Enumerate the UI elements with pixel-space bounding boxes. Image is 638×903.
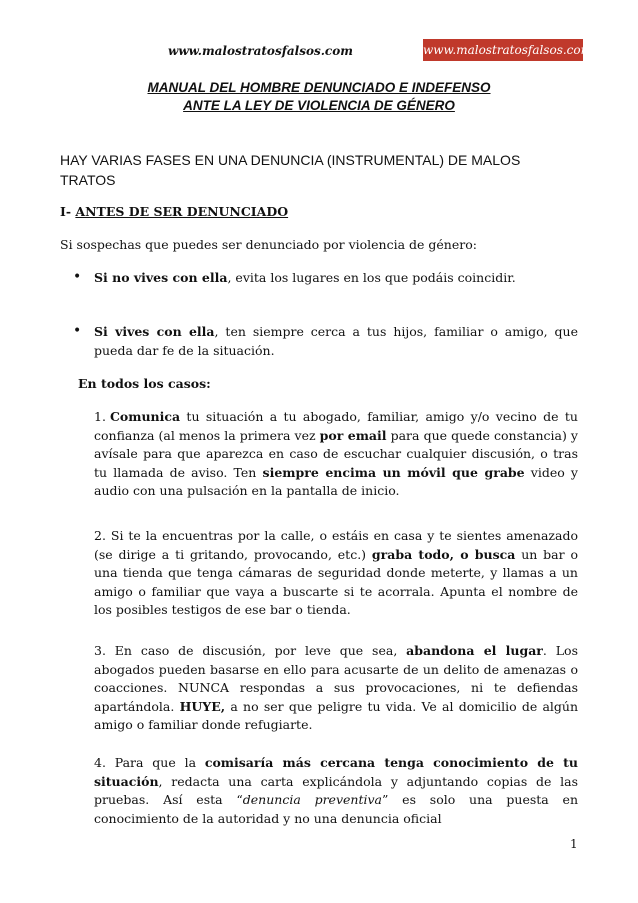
item-3-text-b: . Los abogados pueden basarse en ello para acusarte de un delito de amenazas o coacciones. NUNCA respondas a sus provocaciones, ni te defiendas apartándola. bbox=[94, 643, 578, 714]
item-4-bold-b: comisaría más cercana tenga conocimiento de tu situación bbox=[94, 755, 578, 789]
item-3-text-c: a no ser que peligre tu vida. Ve al domicilio de algún amigo o familiar donde refugiarte. bbox=[94, 698, 578, 732]
section-prefix: I- bbox=[60, 204, 76, 219]
item-3-number: 3. bbox=[94, 643, 106, 658]
bullet-1-text: , evita los lugares en los que podáis coincidir. bbox=[227, 270, 516, 285]
item-2-bold-b: graba todo, o busca bbox=[371, 546, 516, 562]
header-site-left[interactable]: www.malostratosfalsos.com bbox=[168, 44, 353, 58]
bullet-2-text: , ten siempre cerca a tus hijos, familiar o amigo, que pueda dar fe de la situación. bbox=[94, 324, 578, 358]
item-2-text-b: un bar o una tienda que tenga cámaras de seguridad donde meterte, y llamas a un amigo o familiar que vaya a buscarte si te acorrala. Apunta el nombre de los posibles testigos de ese bar o tienda. bbox=[94, 546, 578, 617]
item-4-number: 4. bbox=[94, 755, 106, 770]
item-3-bold-b: abandona el lugar bbox=[406, 643, 543, 658]
bullet-2-bold: Si vives con ella bbox=[94, 324, 215, 339]
document-title-line-1: MANUAL DEL HOMBRE DENUNCIADO E INDEFENSO bbox=[147, 80, 491, 95]
bullet-item-2 bbox=[94, 323, 578, 360]
item-1-bold-b: por email bbox=[319, 427, 387, 443]
numbered-item-4 bbox=[94, 754, 578, 828]
item-4-text-a: Para que la bbox=[105, 755, 205, 770]
item-1-text-c: video y audio con una pulsación en la pantalla de inicio. bbox=[94, 464, 578, 498]
document-title-line-2: ANTE LA LEY DE VIOLENCIA DE GÉNERO bbox=[183, 98, 455, 113]
bullet-dot-icon: • bbox=[73, 323, 82, 339]
bullet-1-bold: Si no vives con ella bbox=[94, 270, 228, 285]
item-2-number: 2. bbox=[94, 528, 106, 543]
numbered-item-3 bbox=[94, 642, 578, 735]
numbered-item-2 bbox=[94, 527, 578, 620]
item-1-number: 1. bbox=[94, 409, 106, 424]
intro-heading: HAY VARIAS FASES EN UNA DENUNCIA (INSTRUMENTAL) DE MALOS TRATOS bbox=[60, 152, 521, 188]
item-2-text-a: Si te la encuentras por la calle, o estáis en casa y te sientes amenazado (se dirige a ti gritando, provocando, etc.) bbox=[94, 528, 578, 562]
all-cases-heading bbox=[78, 375, 478, 394]
bullet-item-1 bbox=[94, 269, 578, 288]
bullet-dot-icon: • bbox=[73, 269, 82, 285]
all-cases-label: En todos los casos: bbox=[78, 376, 211, 391]
item-4-text-c: ” es solo una puesta en conocimiento de la autoridad y no una denuncia oficial bbox=[94, 792, 578, 826]
header-site-badge[interactable]: www.malostratosfalsos.com bbox=[423, 39, 583, 61]
lead-paragraph: Si sospechas que puedes ser denunciado por violencia de género: bbox=[60, 237, 477, 252]
item-1-text-a: tu situación a tu abogado, familiar, amigo y/o vecino de tu confianza (al menos la primera vez bbox=[94, 409, 578, 443]
item-1-bold-a: Comunica bbox=[109, 409, 181, 424]
item-4-italic-c: denuncia preventiva bbox=[242, 792, 382, 807]
section-heading bbox=[60, 204, 288, 219]
item-4-text-b: , redacta una carta explicándola y adjuntando copias de las pruebas. Así esta “ bbox=[94, 773, 578, 807]
numbered-item-1 bbox=[94, 408, 578, 501]
item-1-text-b: para que quede constancia) y avísale para que aparezca en caso de escuchar cualquier discusión, o tras tu llamada de aviso. Ten bbox=[94, 427, 578, 480]
section-title: ANTES DE SER DENUNCIADO bbox=[75, 204, 289, 219]
item-3-text-a: En caso de discusión, por leve que sea, bbox=[105, 643, 407, 658]
item-1-bold-c: siempre encima un móvil que grabe bbox=[262, 464, 525, 480]
page-number: 1 bbox=[570, 837, 578, 851]
item-3-bold-c: HUYE, bbox=[179, 698, 226, 714]
